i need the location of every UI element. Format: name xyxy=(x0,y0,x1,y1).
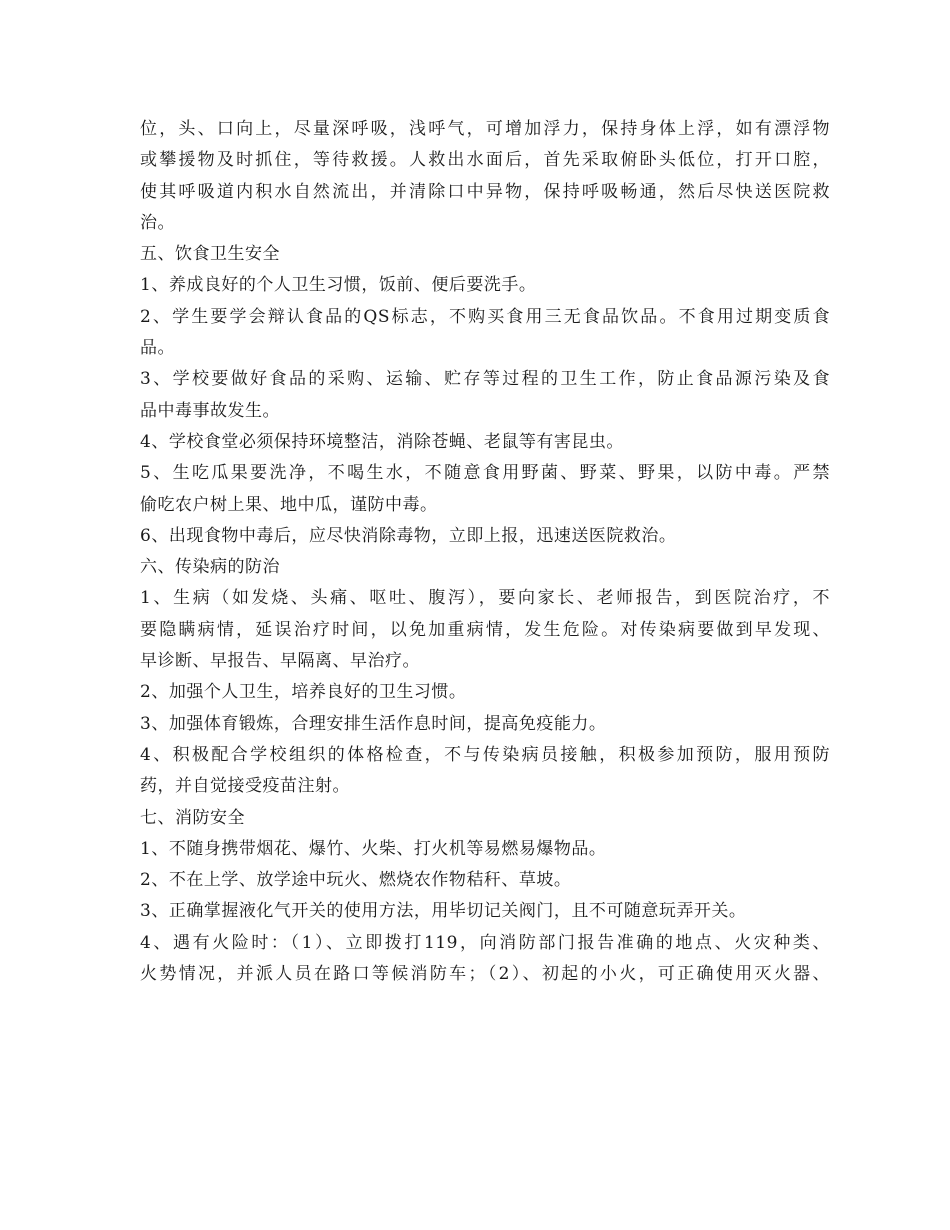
text-line: 药，并自觉接受疫苗注射。 xyxy=(140,776,350,797)
text-line: 要隐瞒病情，延误治疗时间，以免加重病情，发生危险。对传染病要做到早发现、 xyxy=(140,619,830,640)
text-line: 早诊断、早报告、早隔离、早治疗。 xyxy=(140,651,420,672)
text-line: 位，头、口向上，尽量深呼吸，浅呼气，可增加浮力，保持身体上浮，如有漂浮物 xyxy=(140,119,830,139)
text-line: 治。 xyxy=(140,212,175,233)
text-line: 七、消防安全 xyxy=(140,807,245,828)
text-line: 2、不在上学、放学途中玩火、燃烧农作物秸秆、草坡。 xyxy=(140,870,572,891)
text-line: 4、遇有火险时：（1）、立即拨打119，向消防部门报告准确的地点、火灾种类、 xyxy=(140,932,830,953)
text-line: 或攀援物及时抓住，等待救援。人救出水面后，首先采取俯卧头低位，打开口腔， xyxy=(140,150,830,171)
text-line: 3、学校要做好食品的采购、运输、贮存等过程的卫生工作，防止食品源污染及食 xyxy=(140,369,830,390)
text-line: 5、生吃瓜果要洗净，不喝生水，不随意食用野菌、野菜、野果，以防中毒。严禁 xyxy=(140,463,830,484)
text-line: 2、加强个人卫生，培养良好的卫生习惯。 xyxy=(140,682,467,703)
text-line: 品中毒事故发生。 xyxy=(140,400,280,421)
text-line: 1、不随身携带烟花、爆竹、火柴、打火机等易燃易爆物品。 xyxy=(140,838,607,859)
text-line: 品。 xyxy=(140,338,175,359)
text-line: 4、积极配合学校组织的体格检查，不与传染病员接触，积极参加预防，服用预防 xyxy=(140,744,830,765)
text-line: 使其呼吸道内积水自然流出，并清除口中异物，保持呼吸畅通，然后尽快送医院救 xyxy=(140,181,830,202)
text-line: 2、学生要学会辩认食品的QS标志，不购买食用三无食品饮品。不食用过期变质食 xyxy=(140,306,830,327)
text-line: 偷吃农户树上果、地中瓜，谨防中毒。 xyxy=(140,494,438,515)
text-line: 五、饮食卫生安全 xyxy=(140,244,280,265)
text-line: 火势情况，并派人员在路口等候消防车；（2）、初起的小火，可正确使用灭火器、 xyxy=(140,964,830,985)
document-body xyxy=(140,114,830,990)
text-line: 6、出现食物中毒后，应尽快消除毒物，立即上报，迅速送医院救治。 xyxy=(140,525,677,546)
text-line: 六、传染病的防治 xyxy=(140,557,280,578)
text-line: 3、加强体育锻炼，合理安排生活作息时间，提高免疫能力。 xyxy=(140,713,607,734)
text-line: 1、养成良好的个人卫生习惯，饭前、便后要洗手。 xyxy=(140,275,537,296)
text-line: 1、生病（如发烧、头痛、呕吐、腹泻），要向家长、老师报告，到医院治疗，不 xyxy=(140,588,830,609)
text-line: 4、学校食堂必须保持环境整洁，消除苍蝇、老鼠等有害昆虫。 xyxy=(140,431,624,452)
text-line: 3、正确掌握液化气开关的使用方法，用毕切记关阀门，且不可随意玩弄开关。 xyxy=(140,901,747,922)
